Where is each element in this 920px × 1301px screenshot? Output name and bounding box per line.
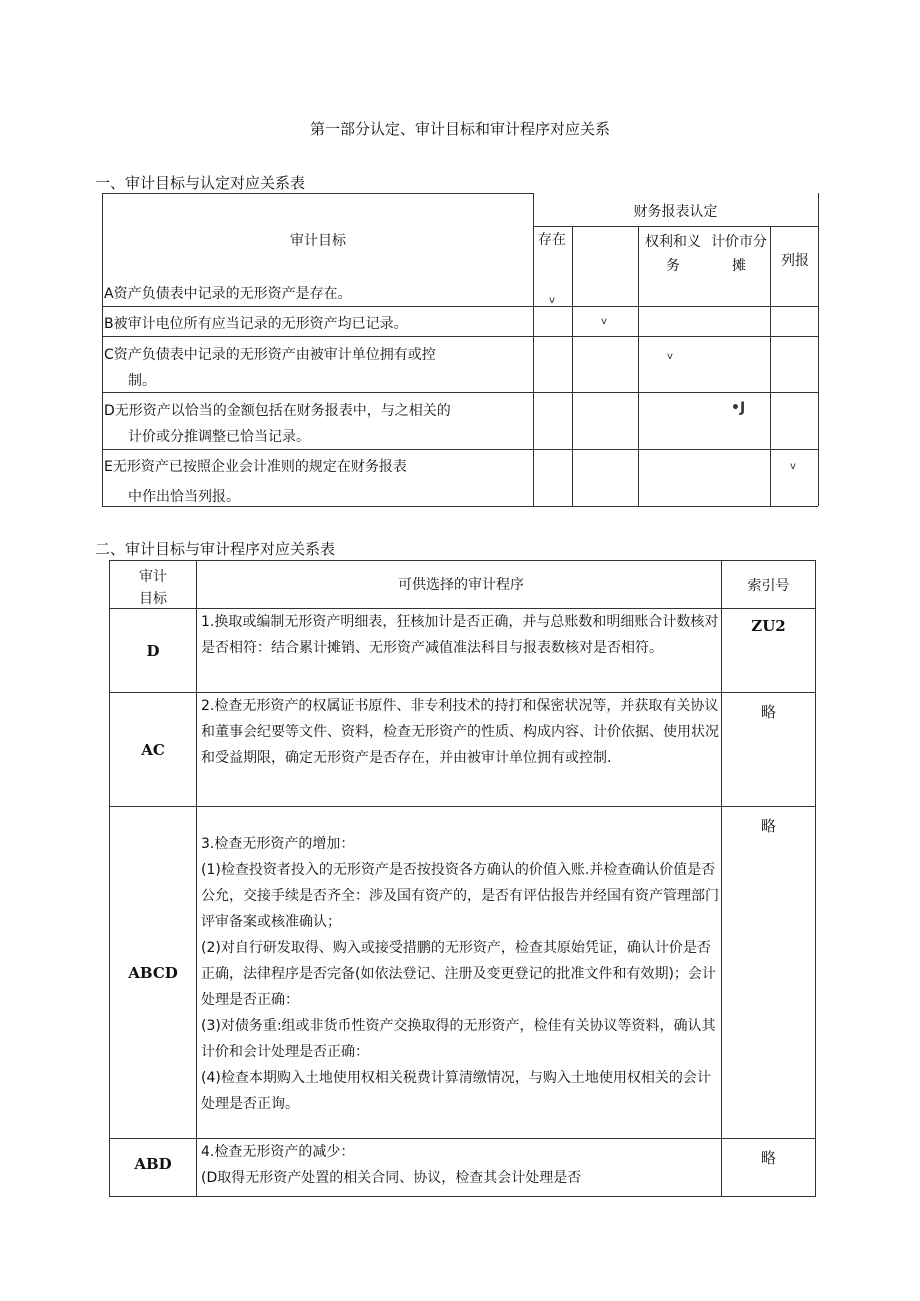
section2-title: 二、审计目标与审计程序对应关系表 [95, 540, 336, 558]
t1-row-e-mark: v [790, 461, 796, 472]
table-row [110, 609, 816, 693]
table-row [110, 1139, 816, 1197]
t1-col-valuation: 计价市分摊 [711, 234, 767, 274]
procedure-line: 1.换取或编制无形资产明细表，狂核加计是否正确，并与总账数和明细账合计数核对是否相符：结合累计摊销、无形资产减值准法科目与报表数核对是否相符。 [201, 614, 719, 656]
t2-row-objective: D [110, 609, 197, 693]
t2-row-procedure [197, 807, 722, 1139]
t2-row-index: 略 [722, 1139, 816, 1197]
t2-row-index: 略 [722, 693, 816, 807]
procedure-line: (D取得无形资产处置的相关合同、协议，检查其会计处理是否 [201, 1170, 582, 1186]
t1-row-a-text: A资产负债表中记录的无形资产是存在。 [104, 286, 352, 302]
procedure-line: 4.检查无形资产的减少： [201, 1144, 355, 1160]
t1-col-presentation: 列报 [781, 253, 809, 269]
t2-row-procedure [197, 693, 722, 807]
t2-header-row [110, 561, 816, 609]
t1-row-d-mark: •J [731, 400, 746, 416]
procedure-line: (2)对自行研发取得、购入或接受措鹏的无形资产，检查其原始凭证，确认计价是否正确，法律程序是否完备(如依法登记、注册及变更登记的批准文件和有效期)；会计处理是否正确： [201, 940, 716, 1008]
t2-header-procedure: 可供选择的审计程序 [197, 561, 722, 609]
t1-row-b-text: B被审计电位所有应当记录的无形资产均已记录。 [104, 316, 408, 332]
t1-row-c-text2: 制。 [128, 373, 156, 389]
t1-row-d-text2: 计价或分推调整已恰当记录。 [128, 429, 310, 445]
t2-row-index: 略 [722, 807, 816, 1139]
t2-row-procedure [197, 1139, 722, 1197]
table-row [110, 807, 816, 1139]
t1-row-b-mark: v [601, 316, 607, 327]
t2-row-index: ZU2 [722, 609, 816, 693]
t2-row-objective: AC [110, 693, 197, 807]
procedure-line: (3)对债务重:组或非货币性资产交换取得的无形资产，检佳有关协议等资料，确认其计价和会计处理是否正确： [201, 1018, 716, 1060]
objective-procedure-table [109, 560, 816, 1197]
procedure-line: 3.检查无形资产的增加： [201, 836, 355, 852]
t1-row-c-mark: v [667, 351, 673, 362]
t1-row-e-text2: 中作出恰当列报。 [128, 489, 240, 505]
t1-row-a-mark: v [549, 295, 555, 306]
t1-col-existence: 存在 [538, 232, 566, 248]
table-row [110, 693, 816, 807]
t1-col-rights: 权利和义务 [645, 234, 701, 274]
document-title: 第一部分认定、审计目标和审计程序对应关系 [309, 120, 610, 138]
procedure-line: (4)检查本期购入土地使用权相关税费计算清缴情况，与购入土地使用权相关的会计处理是否正询。 [201, 1070, 711, 1112]
t2-header-objective: 审计目标 [110, 561, 197, 609]
t1-header-objective: 审计目标 [290, 233, 346, 249]
t2-row-procedure [197, 609, 722, 693]
section1-title: 一、审计目标与认定对应关系表 [95, 174, 306, 192]
t1-header-assertions: 财务报表认定 [633, 204, 718, 220]
t1-row-d-text: D无形资产以恰当的金额包括在财务报表中，与之相关的 [104, 403, 451, 419]
t2-row-objective: ABD [110, 1139, 197, 1197]
procedure-line: 2.检查无形资产的权属证书原件、非专利技术的持打和保密状况等，并获取有关协议和董事会纪要等文件、资料，检查无形资产的性质、构成内容、计价依据、使用状况和受益期限，确定无形资产是否存在，并由被审计单位拥有或控制. [201, 698, 719, 766]
procedure-line: (1)检查投资者投入的无形资产是否按投资各方确认的价值入账.并检查确认价值是否公允，交接手续是否齐全：涉及国有资产的，是否有评估报告并经国有资产管理部门评审备案或核准确认； [201, 862, 719, 930]
t2-header-index: 索引号 [722, 561, 816, 609]
t1-row-c-text: C资产负债表中记录的无形资产由被审计单位拥有或控 [104, 347, 436, 363]
t2-row-objective: ABCD [110, 807, 197, 1139]
t1-row-e-text: E无形资产已按照企业会计准则的规定在财务报表 [104, 459, 407, 475]
